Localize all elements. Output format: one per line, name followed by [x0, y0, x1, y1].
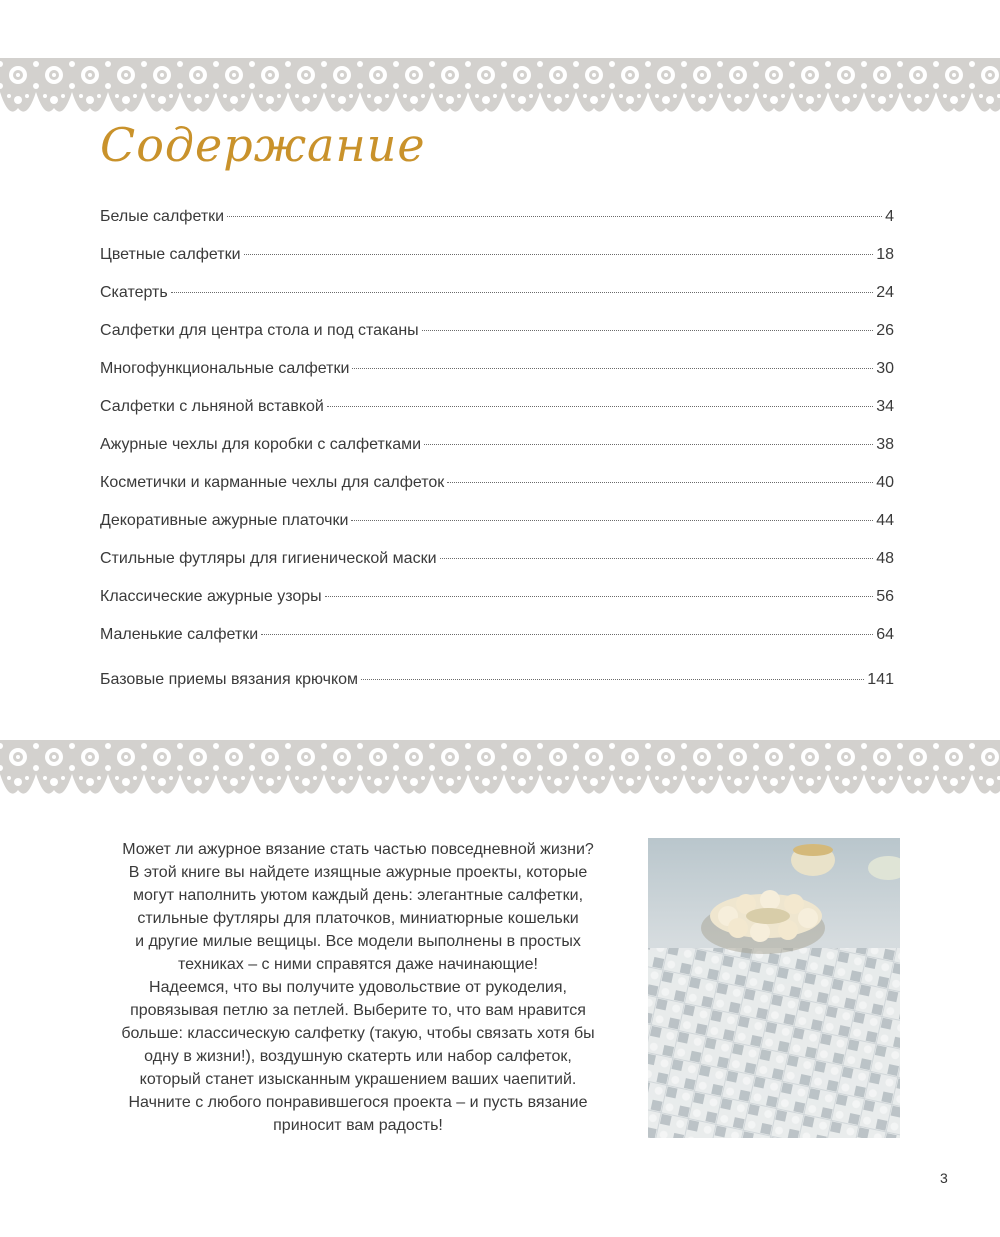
toc-entry-page: 18: [876, 246, 894, 263]
toc-entry[interactable]: [100, 398, 894, 436]
toc-leader-dots: [361, 679, 864, 680]
toc-entry-page: 34: [876, 398, 894, 415]
page-title: Содержание: [100, 118, 426, 172]
toc-entry[interactable]: [100, 474, 894, 512]
toc-leader-dots: [325, 596, 874, 597]
lace-border-bottom: [0, 740, 1000, 804]
toc-leader-dots: [244, 254, 874, 255]
toc-entry-title: Салфетки с льняной вставкой: [100, 398, 324, 415]
toc-entry-title: Скатерть: [100, 284, 168, 301]
toc-entry[interactable]: [100, 284, 894, 322]
intro-line: Начните с любого понравившегося проекта – и пусть вязание: [128, 1094, 588, 1111]
table-of-contents: [100, 208, 894, 709]
intro-line: и другие милые вещицы. Все модели выполнены в простых: [135, 933, 581, 950]
toc-entry[interactable]: [100, 322, 894, 360]
toc-entry-title: Классические ажурные узоры: [100, 588, 322, 605]
toc-entry[interactable]: [100, 626, 894, 664]
intro-line: одну в жизни!), воздушную скатерть или набор салфеток,: [144, 1048, 572, 1065]
toc-entry-title: Салфетки для центра стола и под стаканы: [100, 322, 419, 339]
toc-entry-title: Декоративные ажурные платочки: [100, 512, 349, 529]
toc-entry[interactable]: [100, 246, 894, 284]
toc-entry-title: Цветные салфетки: [100, 246, 241, 263]
lace-border-ornament-top: [0, 58, 1000, 122]
toc-entry[interactable]: [100, 512, 894, 550]
toc-entry-title: Косметички и карманные чехлы для салфеток: [100, 474, 445, 491]
toc-leader-dots: [327, 406, 873, 407]
crochet-tablecloth-photo: [648, 838, 900, 1138]
toc-entry-title: Белые салфетки: [100, 208, 225, 225]
intro-line: стильные футляры для платочков, миниатюрные кошельки: [137, 910, 579, 927]
toc-leader-dots: [447, 482, 873, 483]
toc-leader-dots: [422, 330, 874, 331]
toc-entry-page: 38: [876, 436, 894, 453]
toc-entry[interactable]: [100, 208, 894, 246]
toc-entry[interactable]: [100, 671, 894, 709]
toc-entry-page: 4: [885, 208, 894, 225]
toc-leader-dots: [227, 216, 882, 217]
toc-leader-dots: [261, 634, 873, 635]
intro-line: приносит вам радость!: [273, 1117, 443, 1134]
toc-entry-title: Многофункциональные салфетки: [100, 360, 350, 377]
toc-entry-title: Базовые приемы вязания крючком: [100, 671, 359, 688]
toc-entry-title: Маленькие салфетки: [100, 626, 259, 643]
toc-entry-page: 44: [876, 512, 894, 529]
toc-entry-title: Стильные футляры для гигиенической маски: [100, 550, 437, 567]
intro-line: техниках – с ними справятся даже начинающие!: [178, 956, 538, 973]
toc-entry[interactable]: [100, 588, 894, 626]
toc-leader-dots: [440, 558, 874, 559]
toc-entry[interactable]: [100, 436, 894, 474]
intro-line: В этой книге вы найдете изящные ажурные проекты, которые: [128, 864, 588, 881]
toc-leader-dots: [352, 368, 873, 369]
intro-line: больше: классическую салфетку (такую, чтобы связать хотя бы: [121, 1025, 595, 1042]
page-number: 3: [940, 1170, 948, 1186]
toc-leader-dots: [351, 520, 873, 521]
toc-leader-dots: [424, 444, 873, 445]
toc-entry-title: Ажурные чехлы для коробки с салфетками: [100, 436, 422, 453]
intro-line: который станет изысканным украшением ваших чаепитий.: [139, 1071, 577, 1088]
toc-entry-page: 30: [876, 360, 894, 377]
intro-line: Может ли ажурное вязание стать частью повседневной жизни?: [122, 841, 594, 858]
intro-line: Надеемся, что вы получите удовольствие от рукоделия,: [149, 979, 567, 996]
lace-border-ornament-bottom: [0, 740, 1000, 804]
toc-entry-page: 141: [867, 671, 894, 688]
toc-entry[interactable]: [100, 550, 894, 588]
lace-border-top: [0, 58, 1000, 122]
toc-entry-page: 24: [876, 284, 894, 301]
toc-entry-page: 56: [876, 588, 894, 605]
intro-line: могут наполнить уютом каждый день: элегантные салфетки,: [132, 887, 584, 904]
toc-entry-page: 48: [876, 550, 894, 567]
toc-entry-page: 26: [876, 322, 894, 339]
toc-entry[interactable]: [100, 360, 894, 398]
intro-line: провязывая петлю за петлей. Выберите то, что вам нравится: [130, 1002, 586, 1019]
toc-leader-dots: [171, 292, 873, 293]
toc-entry-page: 64: [876, 626, 894, 643]
toc-entry-page: 40: [876, 474, 894, 491]
intro-text: [98, 838, 618, 1137]
